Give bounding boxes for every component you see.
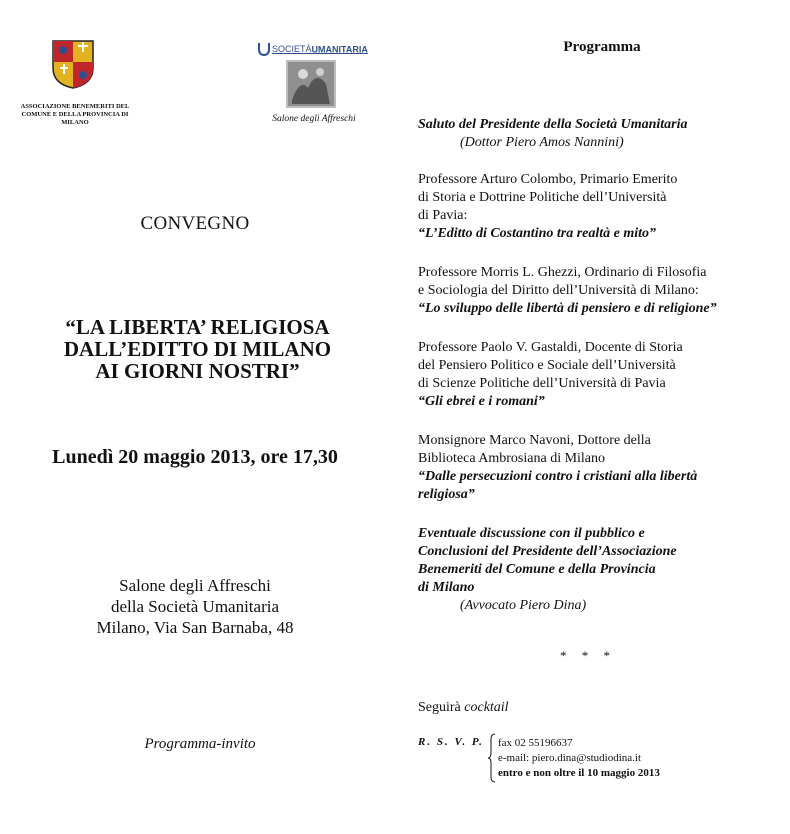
conclusion-line: di Milano [418, 580, 475, 595]
talk-line: Professore Morris L. Ghezzi, Ordinario di Filosofia [418, 265, 707, 280]
talk-gastaldi [418, 339, 768, 411]
talk-line: di Storia e Dottrine Politiche dell’Università [418, 190, 667, 205]
talk-line: Monsignore Marco Navoni, Dottore della [418, 433, 651, 448]
rsvp-label: R. S. V. P. [418, 736, 484, 748]
salone-caption: Salone degli Affreschi [272, 114, 356, 124]
event-date: Lunedì 20 maggio 2013, ore 17,30 [52, 446, 338, 468]
umanitaria-logo [258, 40, 368, 54]
talk-navoni [418, 432, 768, 504]
conclusion-line: Conclusioni del Presidente dell’Associazione [418, 544, 677, 559]
venue [60, 575, 330, 638]
talk-line: Professore Paolo V. Gastaldi, Docente di Storia [418, 340, 683, 355]
talk-title: “Gli ebrei e i romani” [418, 394, 545, 409]
saluto-speaker: (Dottor Piero Amos Nannini) [460, 135, 624, 150]
brace-icon [488, 733, 496, 783]
conclusion-line: Benemeriti del Comune e della Provincia [418, 562, 656, 577]
talk-line: del Pensiero Politico e Sociale dell’Università [418, 358, 676, 373]
talk-line: Biblioteca Ambrosiana di Milano [418, 451, 606, 466]
talk-line: di Scienze Politiche dell’Università di Pavia [418, 376, 666, 391]
talk-line: di Pavia: [418, 208, 468, 223]
talk-title: “Dalle persecuzioni contro i cristiani alla libertà [418, 469, 698, 484]
u-logo-icon [258, 43, 270, 56]
convegno-heading: CONVEGNO [140, 213, 250, 234]
talk-colombo [418, 171, 768, 243]
talk-line: e Sociologia del Diritto dell’Università di Milano: [418, 283, 699, 298]
fresco-photo [286, 60, 336, 108]
venue-line: della Società Umanitaria [110, 597, 280, 616]
conclusion-block [418, 525, 768, 615]
title-line: AI GIORNI NOSTRI” [95, 359, 300, 383]
talk-title: “L’Editto di Costantino tra realtà e mito” [418, 226, 657, 241]
saluto-title: Saluto del Presidente della Società Umanitaria [418, 117, 688, 132]
saluto-block [418, 116, 768, 152]
conclusion-speaker: (Avvocato Piero Dina) [460, 598, 587, 613]
conference-title [40, 316, 355, 382]
fax-line: fax 02 55196637 [498, 737, 573, 749]
logo-text-societa: SOCIETÀ [272, 44, 312, 55]
crest-logo [50, 38, 96, 90]
email-line: e-mail: piero.dina@studiodina.it [498, 752, 642, 764]
venue-line: Salone degli Affreschi [119, 576, 271, 595]
rsvp-contacts [498, 736, 660, 781]
venue-line: Milano, Via San Barnaba, 48 [96, 618, 294, 637]
conclusion-line: Eventuale discussione con il pubblico e [418, 526, 645, 541]
title-line: DALL’EDITTO DI MILANO [63, 337, 332, 361]
logo-text-umanitaria: UMANITARIA [311, 44, 368, 55]
cocktail-text: cocktail [464, 700, 509, 715]
programma-invito-label: Programma-invito [144, 736, 256, 752]
talk-title: religiosa” [418, 487, 475, 502]
association-name: ASSOCIAZIONE BENEMERITI DEL COMUNE E DELLA PROVINCIA DI MILANO [20, 103, 130, 126]
talk-title: “Lo sviluppo delle libertà di pensiero e di religione” [418, 301, 717, 316]
talk-line: Professore Arturo Colombo, Primario Emerito [418, 172, 678, 187]
deadline-line: entro e non oltre il 10 maggio 2013 [498, 767, 660, 779]
separator-stars: * * * [560, 648, 616, 663]
programma-heading: Programma [563, 39, 641, 55]
talk-ghezzi [418, 264, 768, 318]
title-line: “LA LIBERTA’ RELIGIOSA [65, 315, 330, 339]
seguira-cocktail [418, 700, 509, 716]
seguira-text: Seguirà [418, 700, 461, 715]
